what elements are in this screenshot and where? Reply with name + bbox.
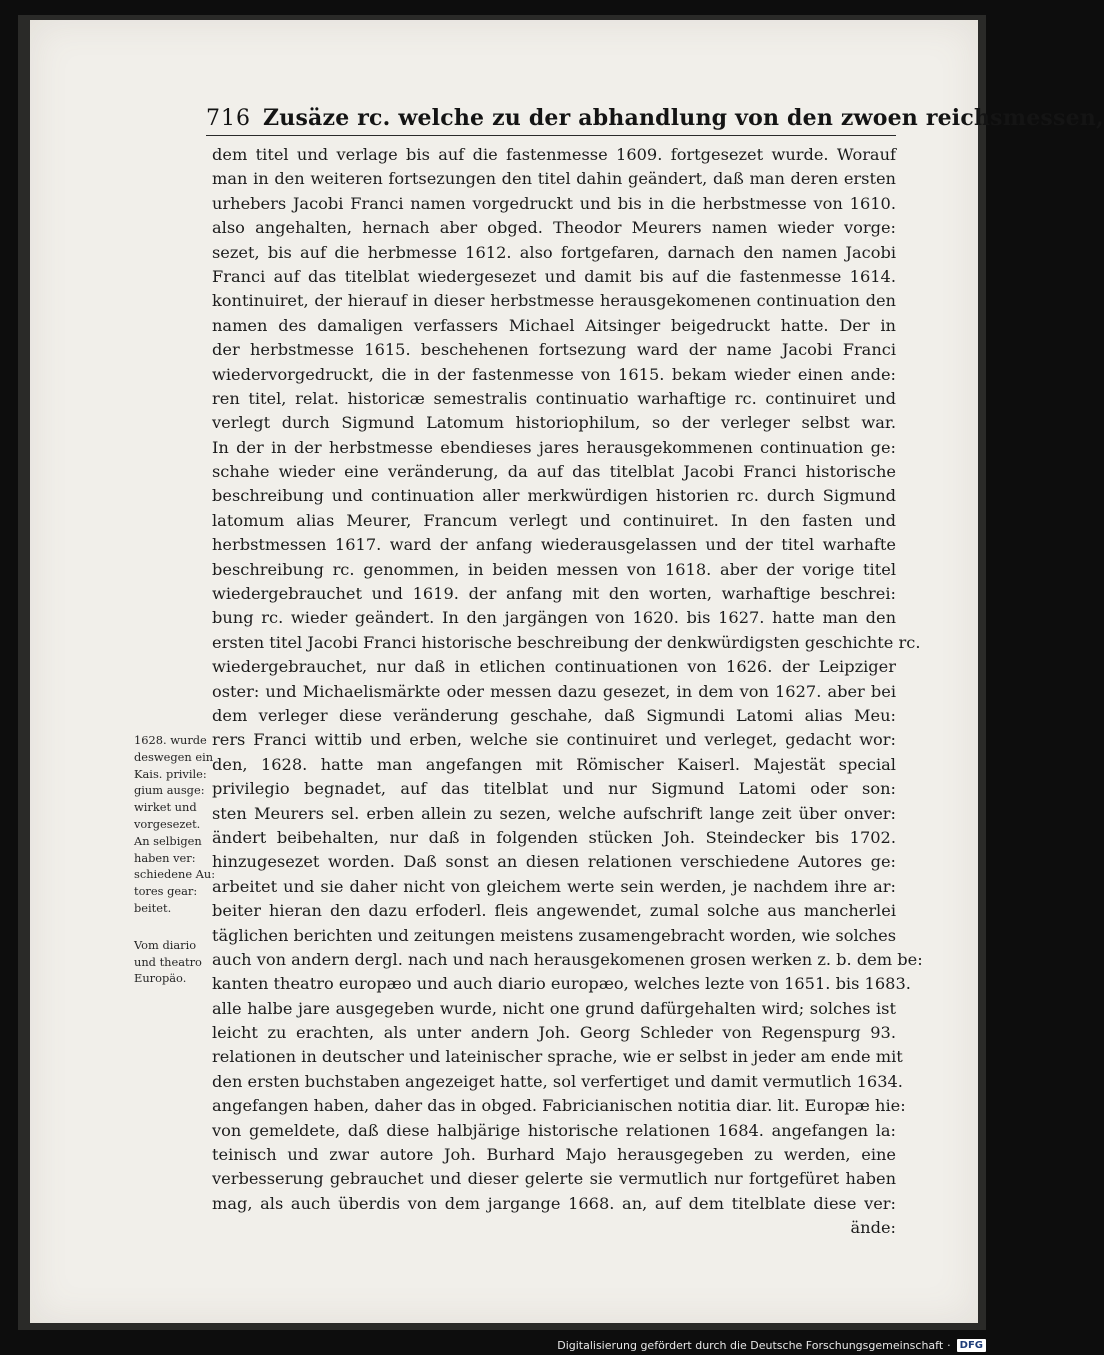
text-line: beschreibung rc. genommen, in beiden messen von 1618. aber der vorige titel [212, 559, 896, 579]
footer-banner [0, 1336, 1000, 1355]
text-line: privilegio begnadet, auf das titelblat und nur Sigmund Latomi oder son: [212, 779, 896, 799]
text-line: ren titel, relat. historicæ semestralis continuatio warhaftige rc. continuiret und [212, 388, 896, 408]
text-line: rers Franci wittib und erben, welche sie continuiret und verleget, gedacht wor: [212, 730, 896, 750]
text-line: den ersten buchstaben angezeiget hatte, sol verfertiget und damit vermutlich 1634. [212, 1071, 903, 1091]
dfg-logo-icon: DFG [957, 1339, 986, 1352]
margin-note-line: deswegen ein [134, 749, 214, 764]
text-line: verbesserung gebrauchet und dieser gelerte sie vermutlich nur fortgefüret haben [212, 1169, 896, 1189]
text-line: man in den weiteren fortsezungen den titel dahin geändert, daß man deren ersten [212, 169, 896, 189]
funding-credit: Digitalisierung gefördert durch die Deutsche Forschungsgemeinschaft [557, 1339, 944, 1352]
margin-note-line: gium ausge: [134, 783, 205, 798]
footer-separator: · [947, 1339, 951, 1352]
margin-note-line: 1628. wurde [134, 733, 207, 747]
text-line: verlegt durch Sigmund Latomum historiophilum, so der verleger selbst war. [212, 413, 896, 433]
text-line: also angehalten, hernach aber obged. Theodor Meurers namen wieder vorge: [212, 218, 896, 238]
text-line: beschreibung und continuation aller merkwürdigen historien rc. durch Sigmund [212, 486, 896, 506]
text-line: kontinuiret, der hierauf in dieser herbstmesse herausgekomenen continuation den [212, 291, 896, 311]
text-line: alle halbe jare ausgegeben wurde, nicht one grund dafürgehalten wird; solches ist [212, 998, 896, 1018]
margin-note [134, 732, 216, 917]
text-line: bung rc. wieder geändert. In den jargängen von 1620. bis 1627. hatte man den [212, 608, 896, 628]
text-line: oster: und Michaelismärkte oder messen dazu gesezet, in dem von 1627. aber bei [212, 681, 896, 701]
text-line: namen des damaligen verfassers Michael Aitsinger beigedruckt hatte. Der in [212, 315, 896, 335]
running-title: Zusäze rc. welche zu der abhandlung von den zwoen reichsmessen, [263, 105, 1104, 131]
margin-note-line: beitet. [134, 900, 172, 915]
margin-note-line: schiedene Au: [134, 867, 216, 882]
text-line: Franci auf das titelblat wiedergesezet und damit bis auf die fastenmesse 1614. [212, 266, 896, 286]
text-line: kanten theatro europæo und auch diario europæo, welches lezte von 1651. bis 1683. [212, 974, 911, 994]
text-line: urhebers Jacobi Franci namen vorgedruckt und bis in die herbstmesse von 1610. [212, 193, 896, 213]
margin-note-line: haben ver: [134, 850, 196, 865]
text-line: täglichen berichten und zeitungen meistens zusamengebracht worden, wie solches [212, 925, 896, 945]
text-line: wiedervorgedruckt, die in der fastenmesse von 1615. bekam wieder einen ande: [212, 364, 896, 384]
margin-note-line: An selbigen [134, 833, 202, 848]
margin-note-line: vorgesezet. [134, 816, 201, 831]
text-line: von gemeldete, daß diese halbjärige historische relationen 1684. angefangen la: [212, 1120, 896, 1140]
main-text-block [212, 143, 923, 1241]
running-header [206, 80, 1104, 136]
text-line: ersten titel Jacobi Franci historische beschreibung der denkwürdigsten geschichte rc. [212, 632, 921, 652]
margin-note-line: tores gear: [134, 884, 198, 899]
margin-note-line: Vom diario [134, 937, 197, 952]
text-line: ände: [850, 1218, 896, 1238]
text-line: leicht zu erachten, als unter andern Joh. Georg Schleder von Regenspurg 93. [212, 1023, 896, 1043]
text-line: den, 1628. hatte man angefangen mit Römischer Kaiserl. Majestät special [212, 754, 896, 774]
text-line: sezet, bis auf die herbmesse 1612. also fortgefaren, darnach den namen Jacobi [212, 242, 896, 262]
margin-note-line: wirket und [134, 800, 197, 815]
text-line: wiedergebrauchet, nur daß in etlichen continuationen von 1626. der Leipziger [212, 657, 896, 677]
margin-notes [134, 732, 216, 987]
text-line: ändert beibehalten, nur daß in folgenden stücken Joh. Steindecker bis 1702. [212, 827, 896, 847]
text-line: angefangen haben, daher das in obged. Fabricianischen notitia diar. lit. Europæ hie: [212, 1096, 906, 1116]
text-line: der herbstmesse 1615. beschehenen fortsezung ward der name Jacobi Franci [212, 340, 896, 360]
text-line: dem verleger diese veränderung geschahe, daß Sigmundi Latomi alias Meu: [212, 705, 896, 725]
text-line: latomum alias Meurer, Francum verlegt und continuiret. In den fasten und [212, 510, 896, 530]
text-line: hinzugesezet worden. Daß sonst an diesen relationen verschiedene Autores ge: [212, 852, 896, 872]
margin-note [134, 937, 206, 987]
text-line: herbstmessen 1617. ward der anfang wiederausgelassen und der titel warhafte [212, 535, 896, 555]
margin-note-line: Kais. privile: [134, 766, 207, 781]
text-line: In der in der herbstmesse ebendieses jares herausgekommenen continuation ge: [212, 437, 896, 457]
text-line: wiedergebrauchet und 1619. der anfang mit den worten, warhaftige beschrei: [212, 584, 896, 604]
margin-note-line: und theatro [134, 954, 202, 969]
page-number: 716 [206, 106, 251, 131]
text-line: mag, als auch überdis von dem jargange 1668. an, auf dem titelblate diese ver: [212, 1193, 896, 1213]
text-line: auch von andern dergl. nach und nach herausgekomenen grosen werken z. b. dem be: [212, 949, 923, 969]
text-line: relationen in deutscher und lateinischer sprache, wie er selbst in jeder am ende mit [212, 1047, 903, 1067]
text-line: schahe wieder eine veränderung, da auf das titelblat Jacobi Franci historische [212, 462, 896, 482]
margin-note-line: Europäo. [134, 971, 187, 986]
text-line: dem titel und verlage bis auf die fastenmesse 1609. fortgesezet wurde. Worauf [212, 145, 896, 164]
text-line: sten Meurers sel. erben allein zu sezen, welche aufschrift lange zeit über onver: [212, 803, 896, 823]
text-line: arbeitet und sie daher nicht von gleichem werte sein werden, je nachdem ihre ar: [212, 876, 896, 896]
text-line: teinisch und zwar autore Joh. Burhard Majo herausgegeben zu werden, eine [212, 1145, 896, 1165]
text-line: beiter hieran den dazu erfoderl. fleis angewendet, zumal solche aus mancherlei [212, 901, 896, 921]
